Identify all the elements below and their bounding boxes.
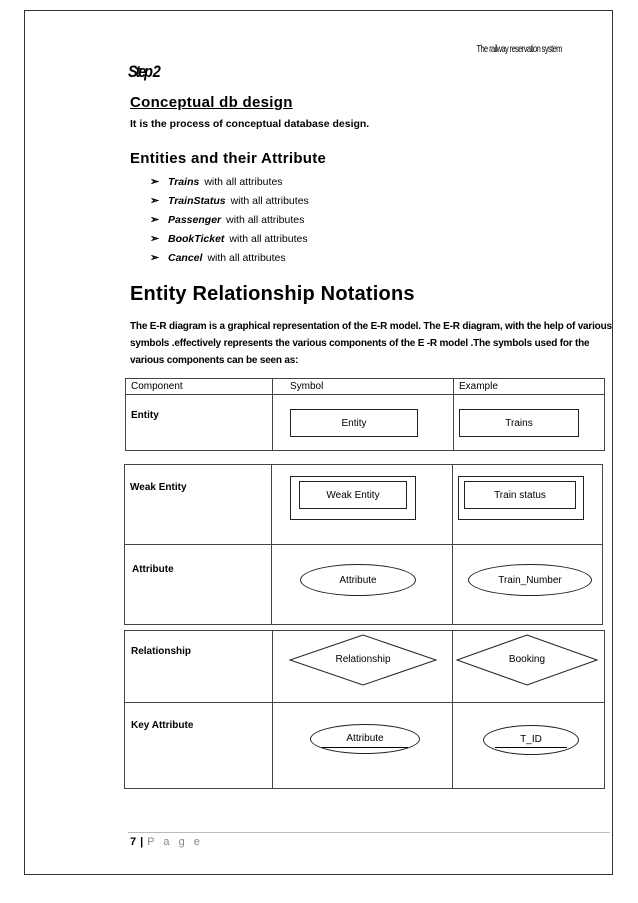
entity-suffix: with all attributes [230,194,309,207]
notation-heading: Entity Relationship Notations [130,283,415,305]
arrow-bullet-icon: ➢ [150,214,160,226]
component-weak-entity: Weak Entity [130,482,187,493]
running-header: The railway reservation system [476,44,562,55]
entities-heading: Entities and their Attribute [130,150,327,167]
footer-rule [128,832,610,833]
component-relationship: Relationship [131,646,192,657]
header-component: Component [131,381,183,392]
entity-suffix: with all attributes [229,232,308,245]
arrow-bullet-icon: ➢ [150,233,160,245]
arrow-bullet-icon: ➢ [150,195,160,207]
component-entity: Entity [131,410,159,421]
page-footer [130,836,203,848]
header-symbol: Symbol [290,381,324,392]
entity-symbol-box: Entity [290,409,418,437]
header-example: Example [459,381,498,392]
key-attribute-symbol-ellipse: Attribute [310,724,420,754]
entity-list [150,172,309,267]
page-number: 7 [130,836,137,848]
footer-separator: | [140,836,144,848]
key-underline [322,747,408,748]
entity-name: Cancel [168,251,203,264]
entity-example-box: Trains [459,409,579,437]
entity-name: Passenger [168,213,222,226]
entity-suffix: with all attributes [204,175,283,188]
arrow-bullet-icon: ➢ [150,176,160,188]
weak-entity-symbol-box: Weak Entity [299,481,407,509]
relationship-example-label: Booking [508,654,546,665]
list-item [150,191,309,210]
list-item [150,229,309,248]
entity-name: TrainStatus [168,194,226,207]
attribute-symbol-ellipse: Attribute [300,564,416,596]
page-label: P a g e [147,836,203,848]
arrow-bullet-icon: ➢ [150,252,160,264]
list-item [150,248,309,267]
notation-text: The E-R diagram is a graphical representation of the E-R model. The E-R diagram, with the help of various symbols .effectively represents the various components of the E -R model .The symbols used for the various components can be seen as: [130,321,612,366]
key-example-underline [495,747,567,748]
conceptual-heading: Conceptual db design [130,94,293,111]
relationship-symbol-label: Relationship [335,654,391,665]
component-attribute: Attribute [132,564,174,575]
conceptual-text: It is the process of conceptual database design. [130,118,370,130]
entity-name: BookTicket [168,232,225,245]
component-key-attribute: Key Attribute [131,720,194,731]
entity-suffix: with all attributes [226,213,305,226]
list-item [150,210,309,229]
list-item [150,172,309,191]
step-title: Step 2 [128,62,159,81]
entity-suffix: with all attributes [207,251,286,264]
key-attribute-example-ellipse: T_ID [483,725,579,755]
attribute-example-ellipse: Train_Number [468,564,592,596]
weak-entity-example-box: Train status [464,481,576,509]
entity-name: Trains [168,175,200,188]
